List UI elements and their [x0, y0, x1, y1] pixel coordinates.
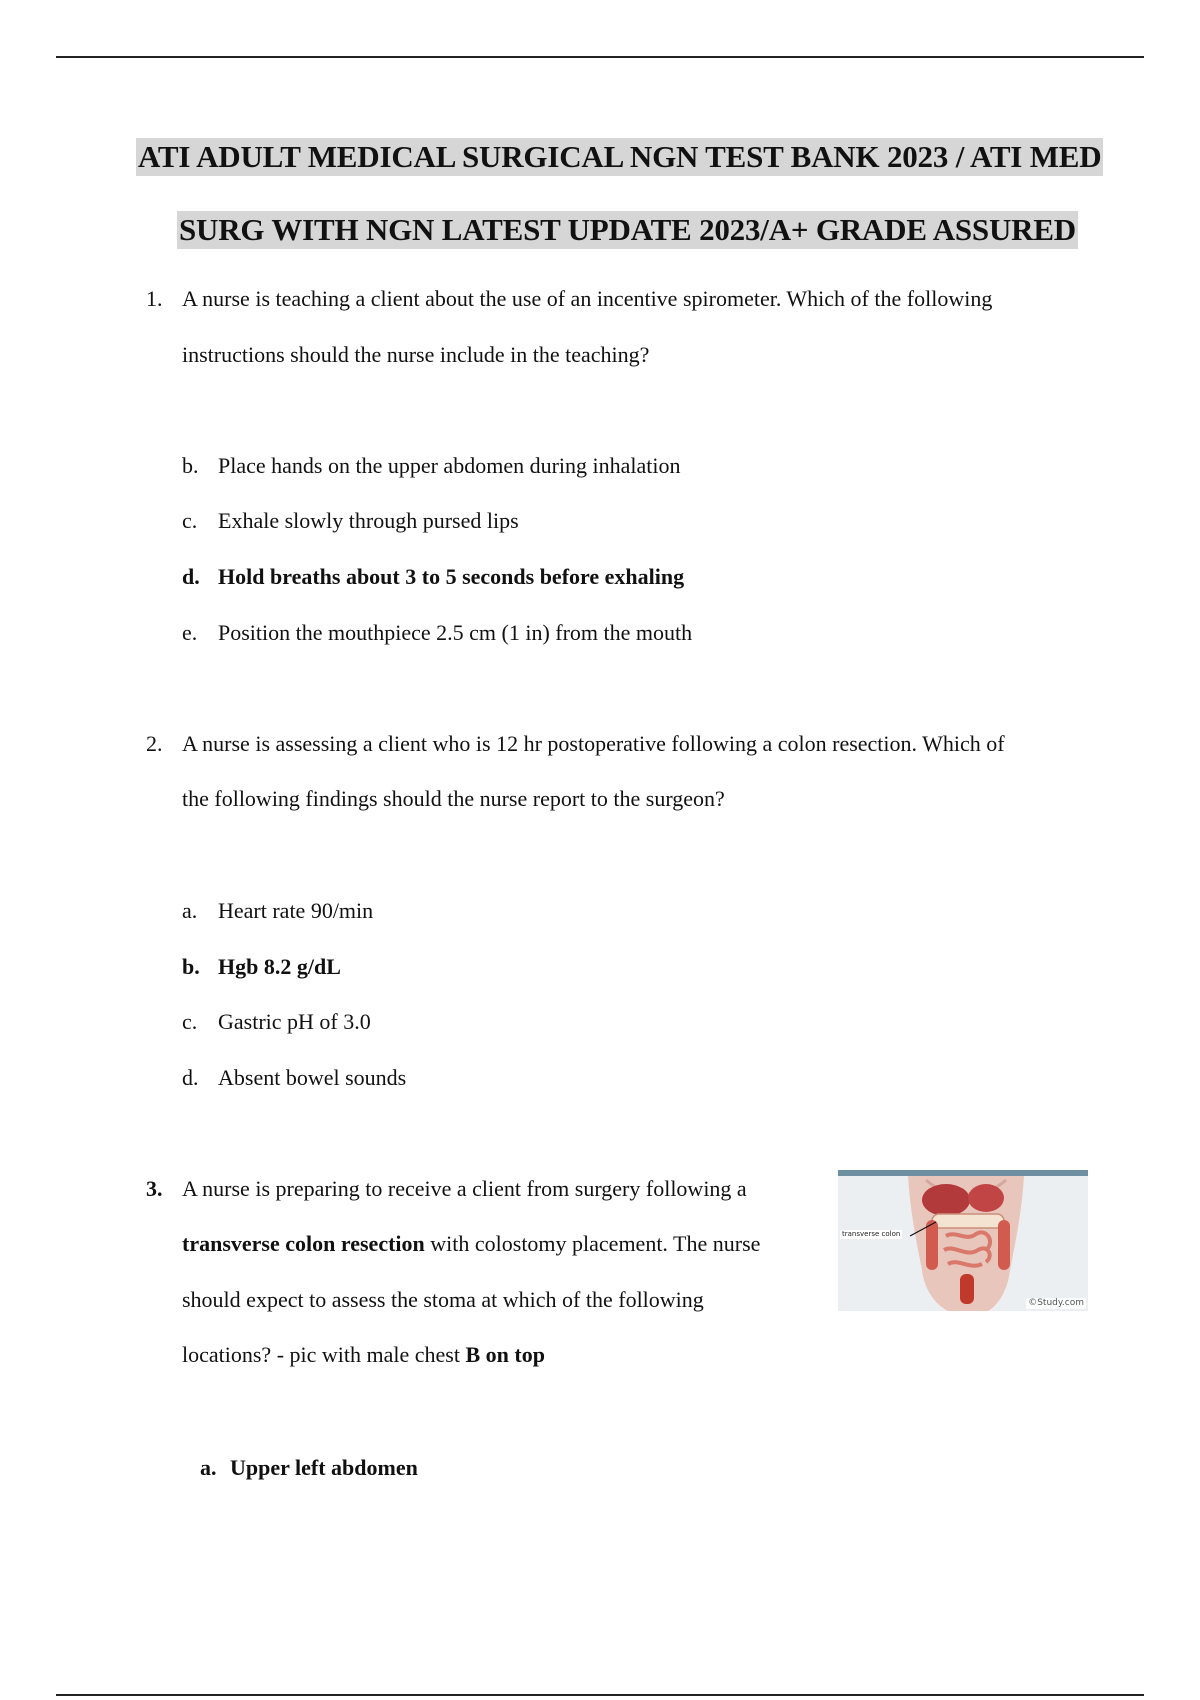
- question-number: 3.: [146, 1176, 163, 1201]
- option-text: Position the mouthpiece 2.5 cm (1 in) from the mouth: [218, 620, 693, 645]
- option-letter: c.: [182, 508, 198, 533]
- option-text: Hold breaths about 3 to 5 seconds before exhaling: [218, 564, 685, 589]
- question-text-line: the following findings should the nurse report to the surgeon?: [182, 786, 725, 811]
- emphasis-text: B on top: [465, 1342, 545, 1367]
- question-number: 2.: [146, 731, 163, 756]
- option-text: Upper left abdomen: [230, 1455, 418, 1480]
- figure-credit: ©Study.com: [1028, 1298, 1084, 1308]
- document-title-line-1: ATI ADULT MEDICAL SURGICAL NGN TEST BANK 2023 / ATI MED: [138, 139, 1102, 174]
- top-rule: [56, 56, 1144, 58]
- abdomen-illustration: [838, 1170, 1088, 1311]
- option-letter: c.: [182, 1009, 198, 1034]
- question-text-line: instructions should the nurse include in the teaching?: [182, 342, 650, 367]
- option-letter: b.: [182, 954, 200, 979]
- option-letter: b.: [182, 453, 199, 478]
- question-text-line: A nurse is teaching a client about the use of an incentive spirometer. Which of the following: [182, 286, 993, 311]
- option-letter: a.: [200, 1455, 217, 1480]
- question-number: 1.: [146, 286, 163, 311]
- option-text: Absent bowel sounds: [218, 1065, 407, 1090]
- question-text-line: A nurse is preparing to receive a client from surgery following a: [182, 1176, 747, 1201]
- colon-anatomy-figure: [838, 1170, 1088, 1311]
- question-text-line: [182, 1230, 760, 1258]
- option-text: Place hands on the upper abdomen during inhalation: [218, 453, 681, 478]
- option-text: Gastric pH of 3.0: [218, 1009, 371, 1034]
- option-letter: a.: [182, 898, 198, 923]
- option-letter: e.: [182, 620, 198, 645]
- plain-text: locations? - pic with male chest: [182, 1342, 466, 1367]
- question-text-line: A nurse is assessing a client who is 12 hr postoperative following a colon resection. Which of: [182, 731, 1005, 756]
- plain-text: with colostomy placement. The nurse: [424, 1231, 761, 1256]
- bottom-rule: [56, 1694, 1144, 1696]
- emphasis-text: transverse colon resection: [182, 1231, 425, 1256]
- question-text-line: [182, 1341, 545, 1369]
- option-text: Heart rate 90/min: [218, 898, 374, 923]
- option-letter: d.: [182, 1065, 199, 1090]
- option-text: Hgb 8.2 g/dL: [218, 954, 341, 979]
- option-letter: d.: [182, 564, 200, 589]
- question-text-line: should expect to assess the stoma at which of the following: [182, 1287, 704, 1312]
- figure-label: transverse colon: [842, 1230, 901, 1238]
- document-title-line-2: SURG WITH NGN LATEST UPDATE 2023/A+ GRADE ASSURED: [179, 212, 1076, 247]
- option-text: Exhale slowly through pursed lips: [218, 508, 519, 533]
